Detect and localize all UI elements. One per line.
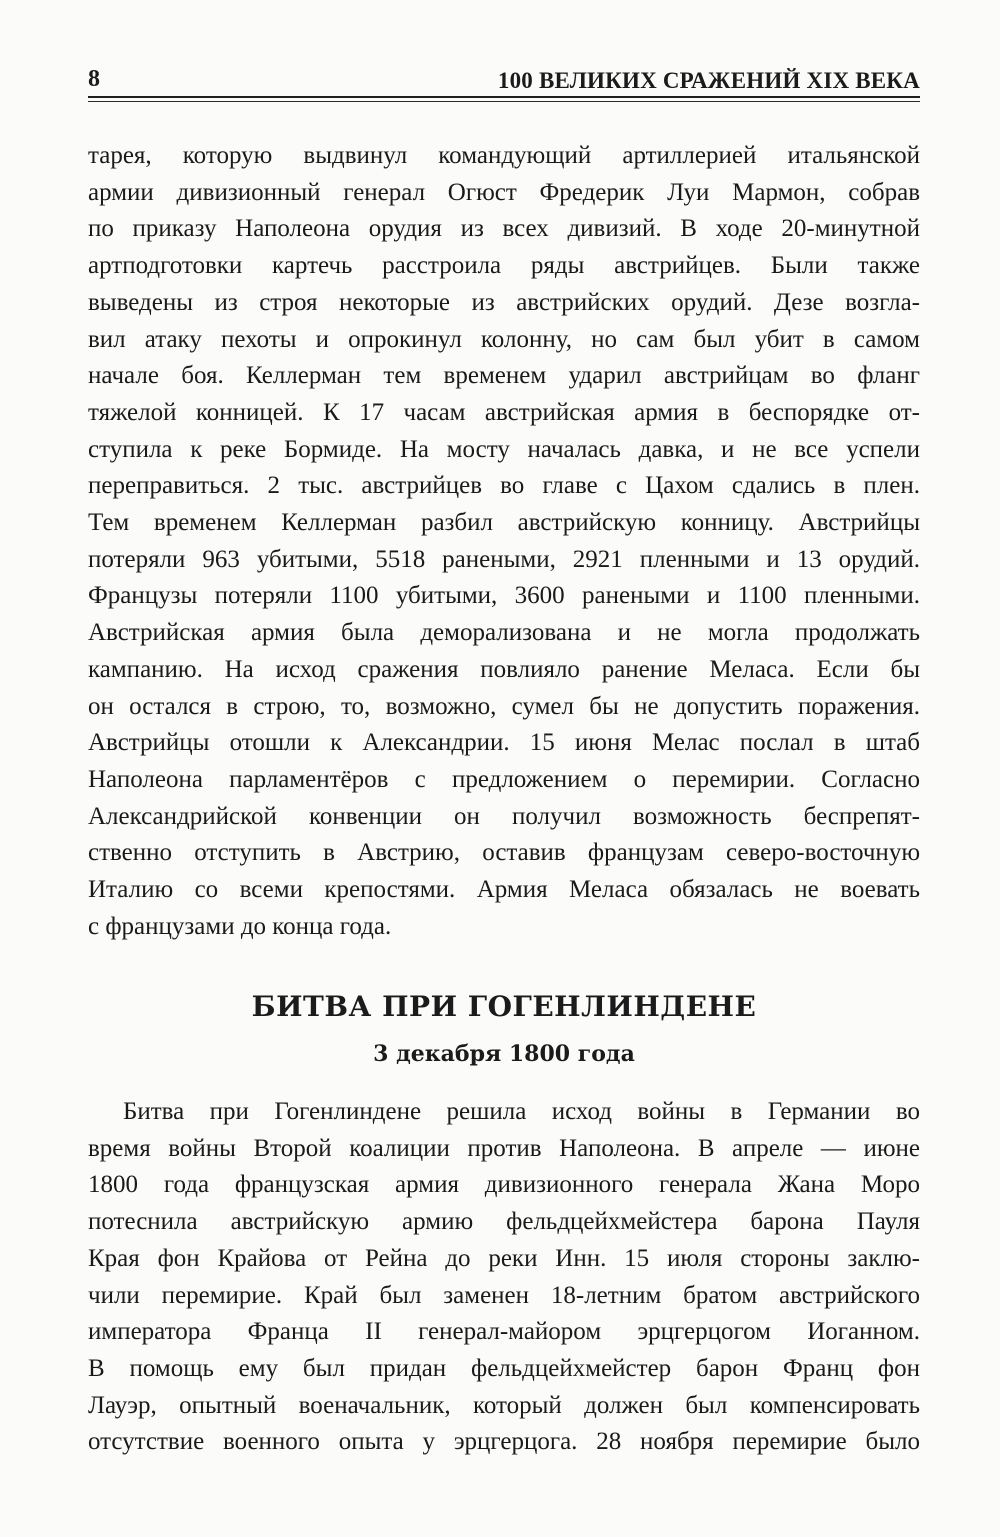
text-line: кампанию. На исход сражения повлияло ранение Меласа. Если бы	[88, 655, 920, 683]
text-line: Лауэр, опытный военачальник, который должен был компенсировать	[88, 1391, 920, 1419]
text-line: Французы потеряли 1100 убитыми, 3600 ранеными и 1100 пленными.	[88, 582, 920, 610]
text-line: Александрийской конвенции он получил возможность беспрепят-	[88, 802, 920, 830]
text-line: вил атаку пехоты и опрокинул колонну, но сам был убит в самом	[88, 325, 920, 353]
text-line: потеряли 963 убитыми, 5518 ранеными, 2921 пленными и 13 орудий.	[88, 545, 920, 573]
header-rule-thin	[88, 101, 920, 102]
text-line: отсутствие военного опыта у эрцгерцога. 28 ноября перемирие было	[88, 1428, 920, 1456]
text-line: тяжелой конницей. К 17 часам австрийская армия в беспорядке от-	[88, 398, 920, 426]
text-line: Австрийцы отошли к Александрии. 15 июня Мелас послал в штаб	[88, 729, 920, 757]
text-line: В помощь ему был придан фельдцейхмейстер барон Франц фон	[88, 1354, 920, 1382]
text-line: переправиться. 2 тыс. австрийцев во главе с Цахом сдались в плен.	[88, 472, 920, 500]
paragraph-continued	[88, 138, 920, 945]
header-rule-thick	[88, 96, 920, 98]
text-line: ступила к реке Бормиде. На мосту началась давка, и не все успели	[88, 435, 920, 463]
book-title: 100 ВЕЛИКИХ СРАЖЕНИЙ XIX ВЕКА	[497, 68, 920, 93]
text-line: армии дивизионный генерал Огюст Фредерик Луи Мармон, собрав	[88, 178, 920, 206]
section-date: 3 декабря 1800 года	[373, 1041, 635, 1067]
text-line: тарея, которую выдвинул командующий артиллерией итальянской	[88, 142, 920, 169]
text-line: императора Франца II генерал-майором эрцгерцогом Иоганном.	[88, 1318, 920, 1346]
paragraph-new	[88, 1094, 920, 1461]
running-header	[88, 60, 920, 100]
text-line: 1800 года французская армия дивизионного генерала Жана Моро	[88, 1171, 920, 1199]
text-line: Битва при Гогенлиндене решила исход войны в Германии во	[123, 1098, 920, 1125]
text-line: Края фон Крайова от Рейна до реки Инн. 15 июля стороны заклю-	[88, 1244, 920, 1272]
text-line: по приказу Наполеона орудия из всех дивизий. В ходе 20-минутной	[88, 215, 920, 243]
section-title: БИТВА ПРИ ГОГЕНЛИНДЕНЕ	[251, 990, 757, 1023]
text-line: он остался в строю, то, возможно, сумел бы не допустить поражения.	[88, 692, 920, 720]
text-line: с французами до конца года.	[88, 912, 392, 940]
text-line: начале боя. Келлерман тем временем ударил австрийцам во фланг	[88, 362, 920, 390]
text-line: Тем временем Келлерман разбил австрийскую конницу. Австрийцы	[88, 509, 920, 537]
text-line: Италию со всеми крепостями. Армия Меласа обязалась не воевать	[88, 876, 920, 904]
text-line: артподготовки картечь расстроила ряды австрийцев. Были также	[88, 252, 920, 280]
text-line: потеснила австрийскую армию фельдцейхмейстера барона Пауля	[88, 1208, 920, 1236]
text-line: чили перемирие. Край был заменен 18-летним братом австрийского	[88, 1281, 920, 1309]
text-line: ственно отступить в Австрию, оставив французам северо-восточную	[88, 839, 920, 867]
text-line: Австрийская армия была деморализована и не могла продолжать	[88, 619, 920, 647]
page-number: 8	[88, 66, 100, 92]
text-line: выведены из строя некоторые из австрийских орудий. Дезе возгла-	[88, 288, 920, 316]
text-line: Наполеона парламентёров с предложением о перемирии. Согласно	[88, 765, 920, 793]
text-line: время войны Второй коалиции против Наполеона. В апреле — июне	[88, 1134, 920, 1162]
